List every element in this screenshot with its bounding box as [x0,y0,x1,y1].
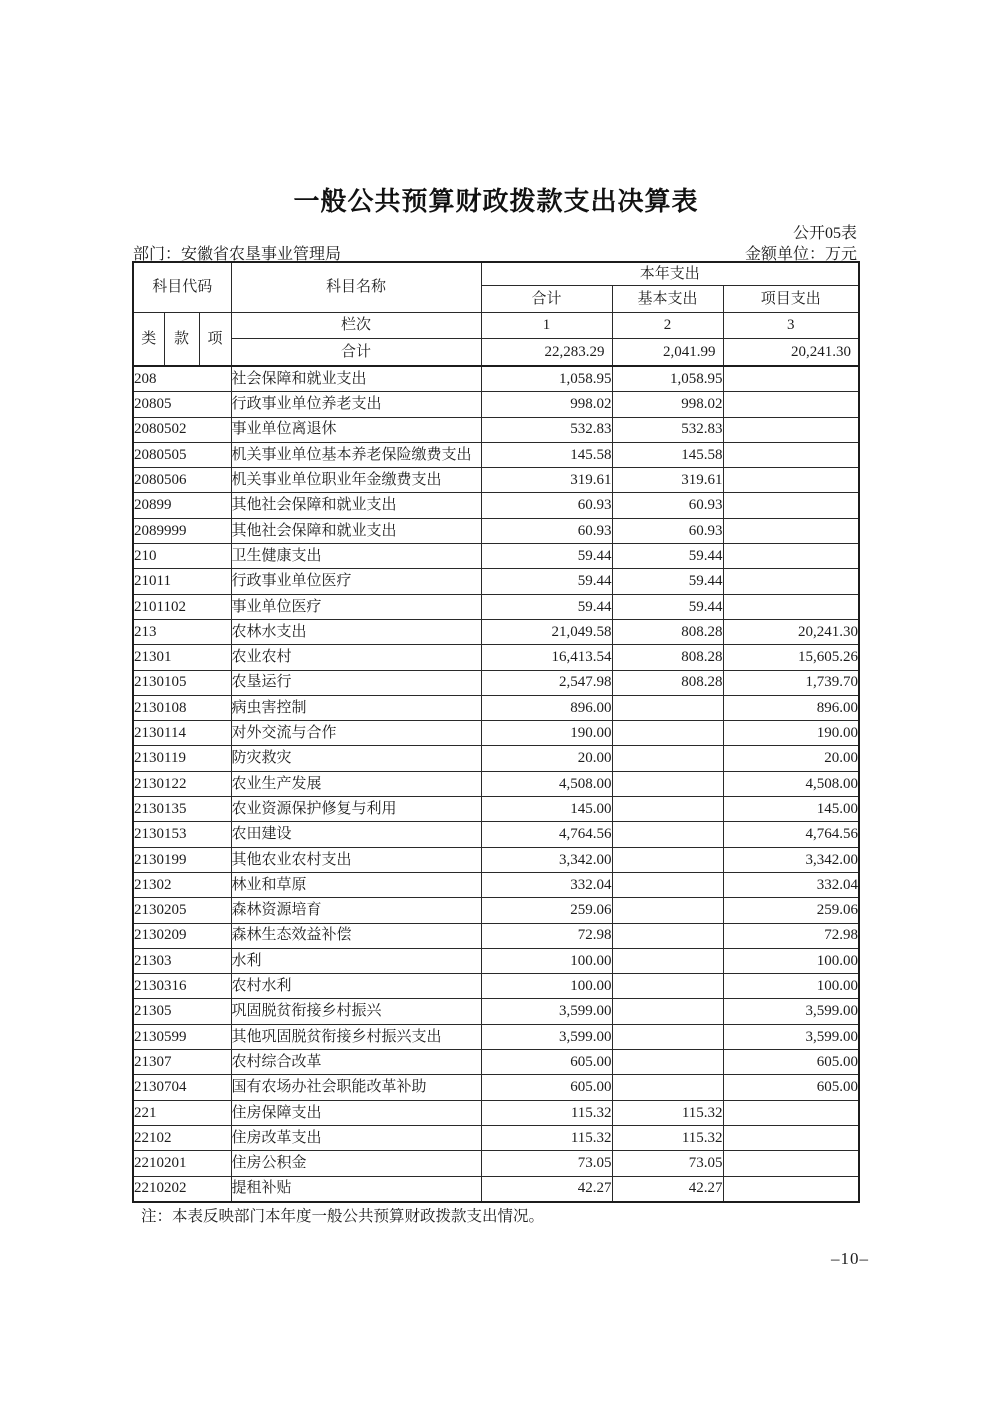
subject-code-cell: 2089999 [133,518,231,543]
subject-name-cell: 其他农业农村支出 [231,847,481,872]
header-col-1: 1 [481,313,612,339]
total-amount-cell: 100.00 [481,948,612,973]
project-amount-cell: 190.00 [723,721,859,746]
subject-name-cell: 农田建设 [231,822,481,847]
subject-code-cell: 21303 [133,948,231,973]
project-amount-cell: 605.00 [723,1075,859,1100]
page-title: 一般公共预算财政拨款支出决算表 [293,186,699,216]
subject-code-cell: 2130704 [133,1075,231,1100]
table-row [133,948,859,973]
total-amount-cell: 60.93 [481,518,612,543]
table-row [133,493,859,518]
total-amount-cell: 59.44 [481,569,612,594]
project-amount-cell [723,1151,859,1176]
table-row [133,619,859,644]
basic-amount-cell: 145.58 [612,442,723,467]
subject-name-cell: 防灾救灾 [231,746,481,771]
subject-name-cell: 住房公积金 [231,1151,481,1176]
total-amount-cell: 73.05 [481,1151,612,1176]
total-amount-cell: 4,764.56 [481,822,612,847]
table-row [133,974,859,999]
table-row [133,999,859,1024]
total-amount-cell: 115.32 [481,1100,612,1125]
project-amount-cell: 4,764.56 [723,822,859,847]
page-number: –10– [831,1249,869,1268]
subject-code-cell: 20899 [133,493,231,518]
basic-amount-cell [612,923,723,948]
basic-amount-cell: 73.05 [612,1151,723,1176]
subject-code-cell: 2080502 [133,417,231,442]
subject-name-cell: 水利 [231,948,481,973]
basic-amount-cell [612,898,723,923]
table-row [133,721,859,746]
project-amount-cell [723,493,859,518]
total-amount-cell: 3,342.00 [481,847,612,872]
subject-name-cell: 事业单位医疗 [231,594,481,619]
total-amount-cell: 605.00 [481,1075,612,1100]
project-amount-cell: 3,599.00 [723,1024,859,1049]
basic-amount-cell [612,999,723,1024]
total-amount-cell: 1,058.95 [481,366,612,392]
project-amount-cell [723,442,859,467]
table-row [133,569,859,594]
total-amount-cell: 16,413.54 [481,645,612,670]
subject-name-cell: 社会保障和就业支出 [231,366,481,392]
basic-amount-cell: 42.27 [612,1176,723,1202]
table-row [133,797,859,822]
table-row [133,417,859,442]
project-amount-cell [723,417,859,442]
project-amount-cell [723,468,859,493]
basic-amount-cell [612,695,723,720]
total-amount-cell: 998.02 [481,392,612,417]
header-col-2: 2 [612,313,723,339]
project-amount-cell: 4,508.00 [723,771,859,796]
total-amount-cell: 20.00 [481,746,612,771]
total-amount-cell: 115.32 [481,1125,612,1150]
basic-amount-cell [612,1075,723,1100]
table-row [133,392,859,417]
header-col-3: 3 [723,313,859,339]
project-amount-cell: 259.06 [723,898,859,923]
table-row [133,1024,859,1049]
table-row [133,695,859,720]
table-row [133,1100,859,1125]
project-amount-cell: 100.00 [723,948,859,973]
subject-code-cell: 221 [133,1100,231,1125]
table-row [133,923,859,948]
project-amount-cell: 15,605.26 [723,645,859,670]
header-total: 合计 [481,286,612,313]
basic-amount-cell [612,872,723,897]
project-amount-cell: 145.00 [723,797,859,822]
subject-code-cell: 21302 [133,872,231,897]
subject-code-cell: 22102 [133,1125,231,1150]
subject-code-cell: 21305 [133,999,231,1024]
total-amount-cell: 3,599.00 [481,999,612,1024]
basic-amount-cell [612,974,723,999]
subject-name-cell: 对外交流与合作 [231,721,481,746]
basic-amount-cell [612,847,723,872]
grand-total-label: 合计 [231,339,481,367]
project-amount-cell: 3,599.00 [723,999,859,1024]
basic-amount-cell: 808.28 [612,645,723,670]
project-amount-cell [723,392,859,417]
subject-name-cell: 行政事业单位养老支出 [231,392,481,417]
project-amount-cell [723,1100,859,1125]
amount-unit-label: 金额单位：万元 [744,246,857,263]
project-amount-cell [723,1125,859,1150]
subject-code-cell: 2130316 [133,974,231,999]
subject-name-cell: 农业生产发展 [231,771,481,796]
table-row [133,1125,859,1150]
table-body [133,366,859,1202]
table-row [133,645,859,670]
subject-code-cell: 2210202 [133,1176,231,1202]
project-amount-cell [723,544,859,569]
subject-code-cell: 2130114 [133,721,231,746]
total-amount-cell: 605.00 [481,1050,612,1075]
total-amount-cell: 59.44 [481,594,612,619]
subject-code-cell: 2080506 [133,468,231,493]
subject-code-cell: 2130153 [133,822,231,847]
table-row [133,822,859,847]
subject-name-cell: 其他社会保障和就业支出 [231,518,481,543]
header-basic: 基本支出 [612,286,723,313]
total-amount-cell: 896.00 [481,695,612,720]
subject-code-cell: 2130119 [133,746,231,771]
subject-code-cell: 21301 [133,645,231,670]
subject-code-cell: 2101102 [133,594,231,619]
subject-name-cell: 农村综合改革 [231,1050,481,1075]
total-amount-cell: 60.93 [481,493,612,518]
table-row [133,544,859,569]
basic-amount-cell: 532.83 [612,417,723,442]
table-row [133,847,859,872]
header-code-item: 项 [199,313,231,367]
subject-name-cell: 住房改革支出 [231,1125,481,1150]
department-label: 部门：安徽省农垦事业管理局 [133,246,342,263]
total-amount-cell: 319.61 [481,468,612,493]
header-column-index: 栏次 [231,313,481,339]
project-amount-cell: 20,241.30 [723,619,859,644]
basic-amount-cell: 808.28 [612,619,723,644]
subject-name-cell: 提租补贴 [231,1176,481,1202]
grand-total-total: 22,283.29 [481,339,612,367]
total-amount-cell: 259.06 [481,898,612,923]
subject-name-cell: 其他巩固脱贫衔接乡村振兴支出 [231,1024,481,1049]
total-amount-cell: 3,599.00 [481,1024,612,1049]
basic-amount-cell [612,1050,723,1075]
basic-amount-cell: 59.44 [612,594,723,619]
subject-name-cell: 行政事业单位医疗 [231,569,481,594]
project-amount-cell [723,594,859,619]
subject-name-cell: 事业单位离退休 [231,417,481,442]
subject-name-cell: 机关事业单位职业年金缴费支出 [231,468,481,493]
grand-total-project: 20,241.30 [723,339,859,367]
subject-code-cell: 208 [133,366,231,392]
basic-amount-cell: 115.32 [612,1100,723,1125]
project-amount-cell: 100.00 [723,974,859,999]
basic-amount-cell: 60.93 [612,493,723,518]
table-row [133,594,859,619]
project-amount-cell: 1,739.70 [723,670,859,695]
project-amount-cell: 20.00 [723,746,859,771]
subject-name-cell: 国有农场办社会职能改革补助 [231,1075,481,1100]
subject-name-cell: 农业资源保护修复与利用 [231,797,481,822]
table-row [133,518,859,543]
project-amount-cell: 332.04 [723,872,859,897]
table-row [133,442,859,467]
project-amount-cell [723,569,859,594]
grand-total-basic: 2,041.99 [612,339,723,367]
project-amount-cell: 72.98 [723,923,859,948]
subject-name-cell: 森林资源培育 [231,898,481,923]
table-row [133,746,859,771]
basic-amount-cell [612,1024,723,1049]
header-code-section: 款 [164,313,199,367]
subject-name-cell: 森林生态效益补偿 [231,923,481,948]
grand-total-row [133,339,859,367]
subject-code-cell: 2130105 [133,670,231,695]
basic-amount-cell: 59.44 [612,544,723,569]
basic-amount-cell: 60.93 [612,518,723,543]
project-amount-cell [723,366,859,392]
table-row [133,366,859,392]
project-amount-cell: 3,342.00 [723,847,859,872]
subject-code-cell: 2210201 [133,1151,231,1176]
subject-name-cell: 巩固脱贫衔接乡村振兴 [231,999,481,1024]
total-amount-cell: 72.98 [481,923,612,948]
table-row [133,898,859,923]
header-project: 项目支出 [723,286,859,313]
total-amount-cell: 532.83 [481,417,612,442]
project-amount-cell: 605.00 [723,1050,859,1075]
project-amount-cell: 896.00 [723,695,859,720]
basic-amount-cell: 115.32 [612,1125,723,1150]
basic-amount-cell [612,771,723,796]
table-row [133,1151,859,1176]
table-row [133,468,859,493]
subject-name-cell: 机关事业单位基本养老保险缴费支出 [231,442,481,467]
subject-code-cell: 21307 [133,1050,231,1075]
subject-code-cell: 2130122 [133,771,231,796]
table-row [133,1176,859,1202]
total-amount-cell: 100.00 [481,974,612,999]
subject-name-cell: 农村水利 [231,974,481,999]
project-amount-cell [723,1176,859,1202]
total-amount-cell: 21,049.58 [481,619,612,644]
subject-code-cell: 2130135 [133,797,231,822]
subject-name-cell: 林业和草原 [231,872,481,897]
subject-name-cell: 农林水支出 [231,619,481,644]
subject-code-cell: 213 [133,619,231,644]
basic-amount-cell [612,797,723,822]
subject-code-cell: 21011 [133,569,231,594]
subject-code-cell: 2080505 [133,442,231,467]
subject-name-cell: 农垦运行 [231,670,481,695]
subject-code-cell: 2130209 [133,923,231,948]
subject-code-cell: 2130205 [133,898,231,923]
total-amount-cell: 332.04 [481,872,612,897]
subject-code-cell: 2130199 [133,847,231,872]
basic-amount-cell: 998.02 [612,392,723,417]
total-amount-cell: 190.00 [481,721,612,746]
subject-name-cell: 住房保障支出 [231,1100,481,1125]
total-amount-cell: 145.00 [481,797,612,822]
total-amount-cell: 42.27 [481,1176,612,1202]
basic-amount-cell [612,822,723,847]
project-amount-cell [723,518,859,543]
budget-expenditure-table [132,261,860,1203]
subject-code-cell: 2130599 [133,1024,231,1049]
header-subject-code: 科目代码 [133,262,231,313]
header-row-1 [133,262,859,286]
basic-amount-cell [612,721,723,746]
header-row-3 [133,313,859,339]
basic-amount-cell: 808.28 [612,670,723,695]
basic-amount-cell: 59.44 [612,569,723,594]
basic-amount-cell [612,746,723,771]
subject-code-cell: 210 [133,544,231,569]
subject-name-cell: 病虫害控制 [231,695,481,720]
total-amount-cell: 4,508.00 [481,771,612,796]
basic-amount-cell: 1,058.95 [612,366,723,392]
subject-code-cell: 2130108 [133,695,231,720]
table-row [133,1050,859,1075]
basic-amount-cell [612,948,723,973]
subject-name-cell: 卫生健康支出 [231,544,481,569]
subject-name-cell: 其他社会保障和就业支出 [231,493,481,518]
total-amount-cell: 145.58 [481,442,612,467]
table-row [133,1075,859,1100]
table-row [133,872,859,897]
subject-name-cell: 农业农村 [231,645,481,670]
total-amount-cell: 2,547.98 [481,670,612,695]
basic-amount-cell: 319.61 [612,468,723,493]
subject-code-cell: 20805 [133,392,231,417]
header-current-year: 本年支出 [481,262,859,286]
form-number-label: 公开05表 [792,225,857,242]
total-amount-cell: 59.44 [481,544,612,569]
header-subject-name: 科目名称 [231,262,481,313]
table-row [133,771,859,796]
header-code-class: 类 [133,313,164,367]
table-row [133,670,859,695]
footnote: 注：本表反映部门本年度一般公共预算财政拨款支出情况。 [141,1208,545,1225]
